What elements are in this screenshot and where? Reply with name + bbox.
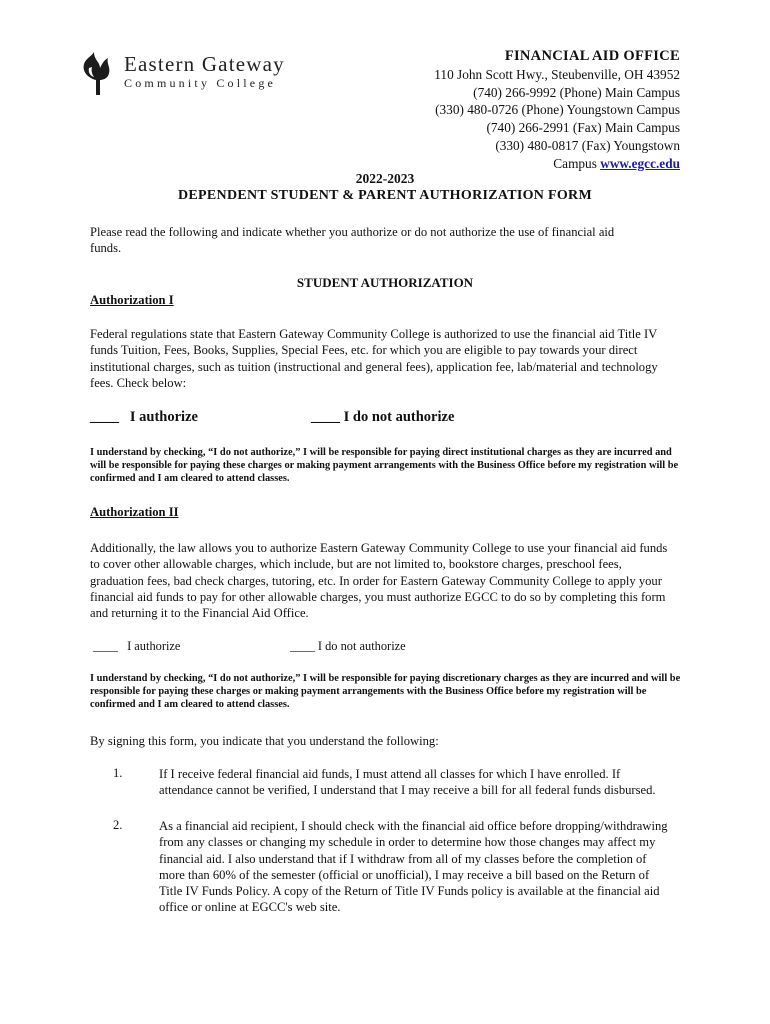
auth1-authorize-blank[interactable]: ____ <box>90 409 119 425</box>
auth2-authorize-option[interactable] <box>93 639 180 654</box>
authorization-2-note: I understand by checking, “I do not authorize,” I will be responsible for paying discretionary charges as they are incurred and will be responsible for paying these charges or making payment arrangements with the Business Office before my registration will be confirmed and I am cleared to attend classes. <box>90 673 681 711</box>
auth2-authorize-blank[interactable]: ____ <box>93 639 118 653</box>
auth2-not-authorize-blank[interactable]: ____ <box>290 639 315 653</box>
list-item-1-text: If I receive federal financial aid funds, I must attend all classes for which I have enrolled. If attendance cannot be verified, I understand that I may receive a bill for all federal funds disbursed. <box>159 767 656 798</box>
office-address: 110 John Scott Hwy., Steubenville, OH 43952 <box>434 66 680 82</box>
list-item-2-number: 2. <box>113 818 123 832</box>
auth2-not-authorize-label: I do not authorize <box>317 639 406 653</box>
flame-torch-icon <box>78 50 116 96</box>
form-title: DEPENDENT STUDENT & PARENT AUTHORIZATION FORM <box>178 188 592 203</box>
authorization-1-note: I understand by checking, “I do not authorize,” I will be responsible for paying direct institutional charges as they are incurred and will be responsible for paying these charges or making payment arrangements with the Business Office before my registration will be confirmed and I am cleared to attend classes. <box>90 447 679 485</box>
office-contact-block <box>434 48 680 173</box>
authorization-1-text: Federal regulations state that Eastern Gateway Community College is authorized to use the financial aid Title IV funds Tuition, Fees, Books, Supplies, Special Fees, etc. for which you are eligible to pay towards your direct institutional charges, such as tuition (instructional and general fees), application fee, lab/material and technology fees. Check below: <box>90 327 658 390</box>
signing-intro: By signing this form, you indicate that you understand the following: <box>90 734 439 748</box>
office-fax-main: (740) 266-2991 (Fax) Main Campus <box>486 120 680 136</box>
intro-paragraph <box>90 224 670 257</box>
auth1-not-authorize-label: I do not authorize <box>343 409 455 425</box>
office-phone-youngstown: (330) 480-0726 (Phone) Youngstown Campus <box>435 102 680 118</box>
auth1-authorize-option[interactable] <box>90 409 198 426</box>
office-campus-line <box>434 155 680 173</box>
authorization-2-heading: Authorization II <box>90 505 179 519</box>
auth1-authorize-label: I authorize <box>129 409 198 425</box>
office-fax-youngstown: (330) 480-0817 (Fax) Youngstown <box>495 137 680 153</box>
authorization-2-text: Additionally, the law allows you to authorize Eastern Gateway Community College to use your financial aid funds to cover other allowable charges, which include, but are not limited to, bookstore charges, preschool fees, graduation fees, bad check charges, tutoring, etc. In order for Eastern Gateway Community College to apply your financial aid funds to pay for other allowable charges, you must authorize EGCC to do so by completing this form and returning it to the Financial Aid Office. <box>90 541 668 621</box>
auth2-authorize-label: I authorize <box>127 639 181 653</box>
campus-label: Campus <box>553 155 597 171</box>
logo-line1: Eastern Gateway <box>124 52 285 76</box>
auth1-not-authorize-option[interactable] <box>311 409 454 426</box>
list-item-2-text: As a financial aid recipient, I should check with the financial aid office before dropping/withdrawing from any classes or changing my schedule in order to determine how those changes may affect my financial aid. I also understand that if I withdraw from all of my classes before the completion of more than 60% of the semester (official or unofficial), I may receive a bill based on the Return of Title IV Funds Policy. A copy of the Return of Title IV Funds policy is available at the financial aid office or online at EGCC's web site. <box>159 819 668 915</box>
college-logo <box>78 50 338 96</box>
form-year: 2022-2023 <box>355 171 415 186</box>
student-authorization-heading: STUDENT AUTHORIZATION <box>296 275 474 290</box>
auth2-not-authorize-option[interactable] <box>290 639 406 654</box>
office-title: FINANCIAL AID OFFICE <box>504 48 680 64</box>
auth1-not-authorize-blank[interactable]: ____ <box>311 409 340 425</box>
intro-line2: funds. <box>90 241 122 256</box>
logo-line2: Community College <box>124 76 277 90</box>
list-item-1-number: 1. <box>113 766 123 780</box>
intro-line1: Please read the following and indicate whether you authorize or do not authorize the use of financial aid <box>90 225 615 239</box>
authorization-1-heading: Authorization I <box>90 293 174 307</box>
office-phone-main: (740) 266-9992 (Phone) Main Campus <box>473 84 680 100</box>
website-link[interactable]: www.egcc.edu <box>600 155 680 171</box>
